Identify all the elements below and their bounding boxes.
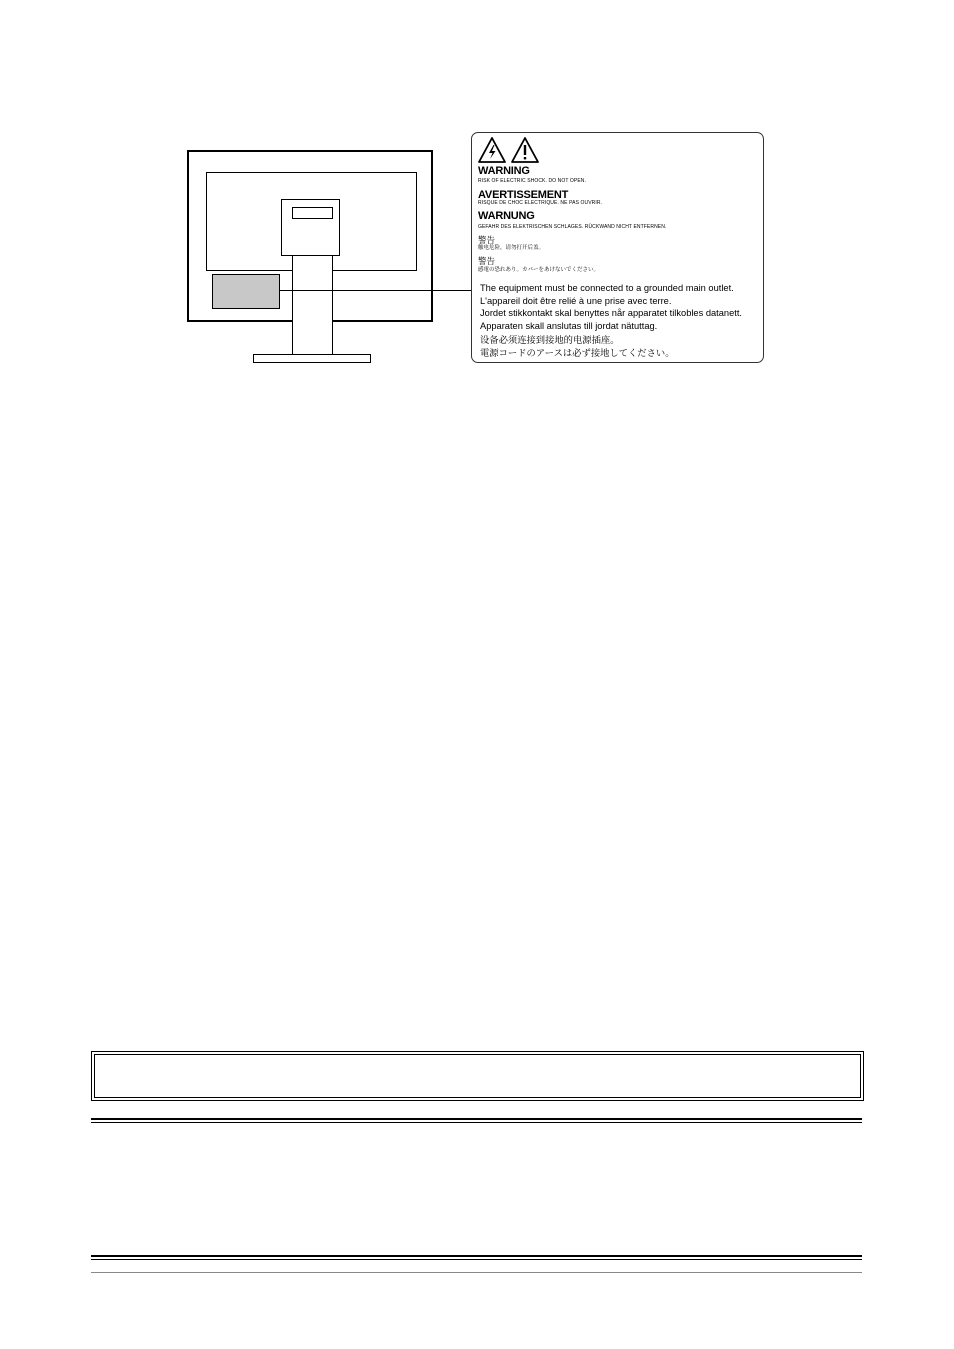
warning-text-de: GEFAHR DES ELEKTRISCHEN SCHLAGES. RÜCKWAND NICHT ENTFERNEN. <box>478 224 667 230</box>
grounding-statement-en: The equipment must be connected to a grounded main outlet. <box>480 283 734 293</box>
callout-leader-line <box>280 290 472 291</box>
warning-symbols <box>478 136 542 164</box>
stand-mount-bracket <box>292 207 333 219</box>
grounding-statement-sv: Apparaten skall anslutas till jordat nätuttag. <box>480 321 658 331</box>
grounding-statement-no: Jordet stikkontakt skal benyttes når apparatet tilkobles datanett. <box>480 308 743 318</box>
section-rule-thin <box>91 1122 862 1123</box>
grounding-statement-zh: 设备必须连接到接地的电源插座。 <box>480 335 620 345</box>
footer-rule-thin <box>91 1259 862 1260</box>
warning-heading-zh: 警告 <box>478 235 496 245</box>
warning-heading-en: WARNING <box>478 165 530 177</box>
warning-heading-de: WARNUNG <box>478 210 535 222</box>
warning-heading-ja: 警告 <box>478 256 496 266</box>
notice-box-inner <box>94 1054 861 1098</box>
stand-base <box>253 354 371 363</box>
grounding-statement-ja: 電源コードのアースは必ず接地してください。 <box>480 348 675 358</box>
section-rule-thick <box>91 1118 862 1120</box>
rating-label-location <box>212 274 280 309</box>
electric-shock-warning-icon <box>479 138 505 162</box>
warning-text-ja: 感電の恐れあり。カバーをあけないでください。 <box>478 267 600 273</box>
grounding-statement-fr: L'appareil doit être relié à une prise avec terre. <box>480 296 672 306</box>
footer-rule-thick <box>91 1255 862 1257</box>
warning-text-en: RISK OF ELECTRIC SHOCK. DO NOT OPEN. <box>478 178 586 184</box>
warning-text-zh: 触电危险，请勿打开后盖。 <box>478 245 545 251</box>
warning-text-fr: RISQUE DE CHOC ELECTRIQUE. NE PAS OUVRIR. <box>478 200 603 206</box>
caution-warning-icon <box>512 138 538 162</box>
footer-rule-light <box>91 1272 862 1273</box>
warning-heading-fr: AVERTISSEMENT <box>478 189 569 201</box>
